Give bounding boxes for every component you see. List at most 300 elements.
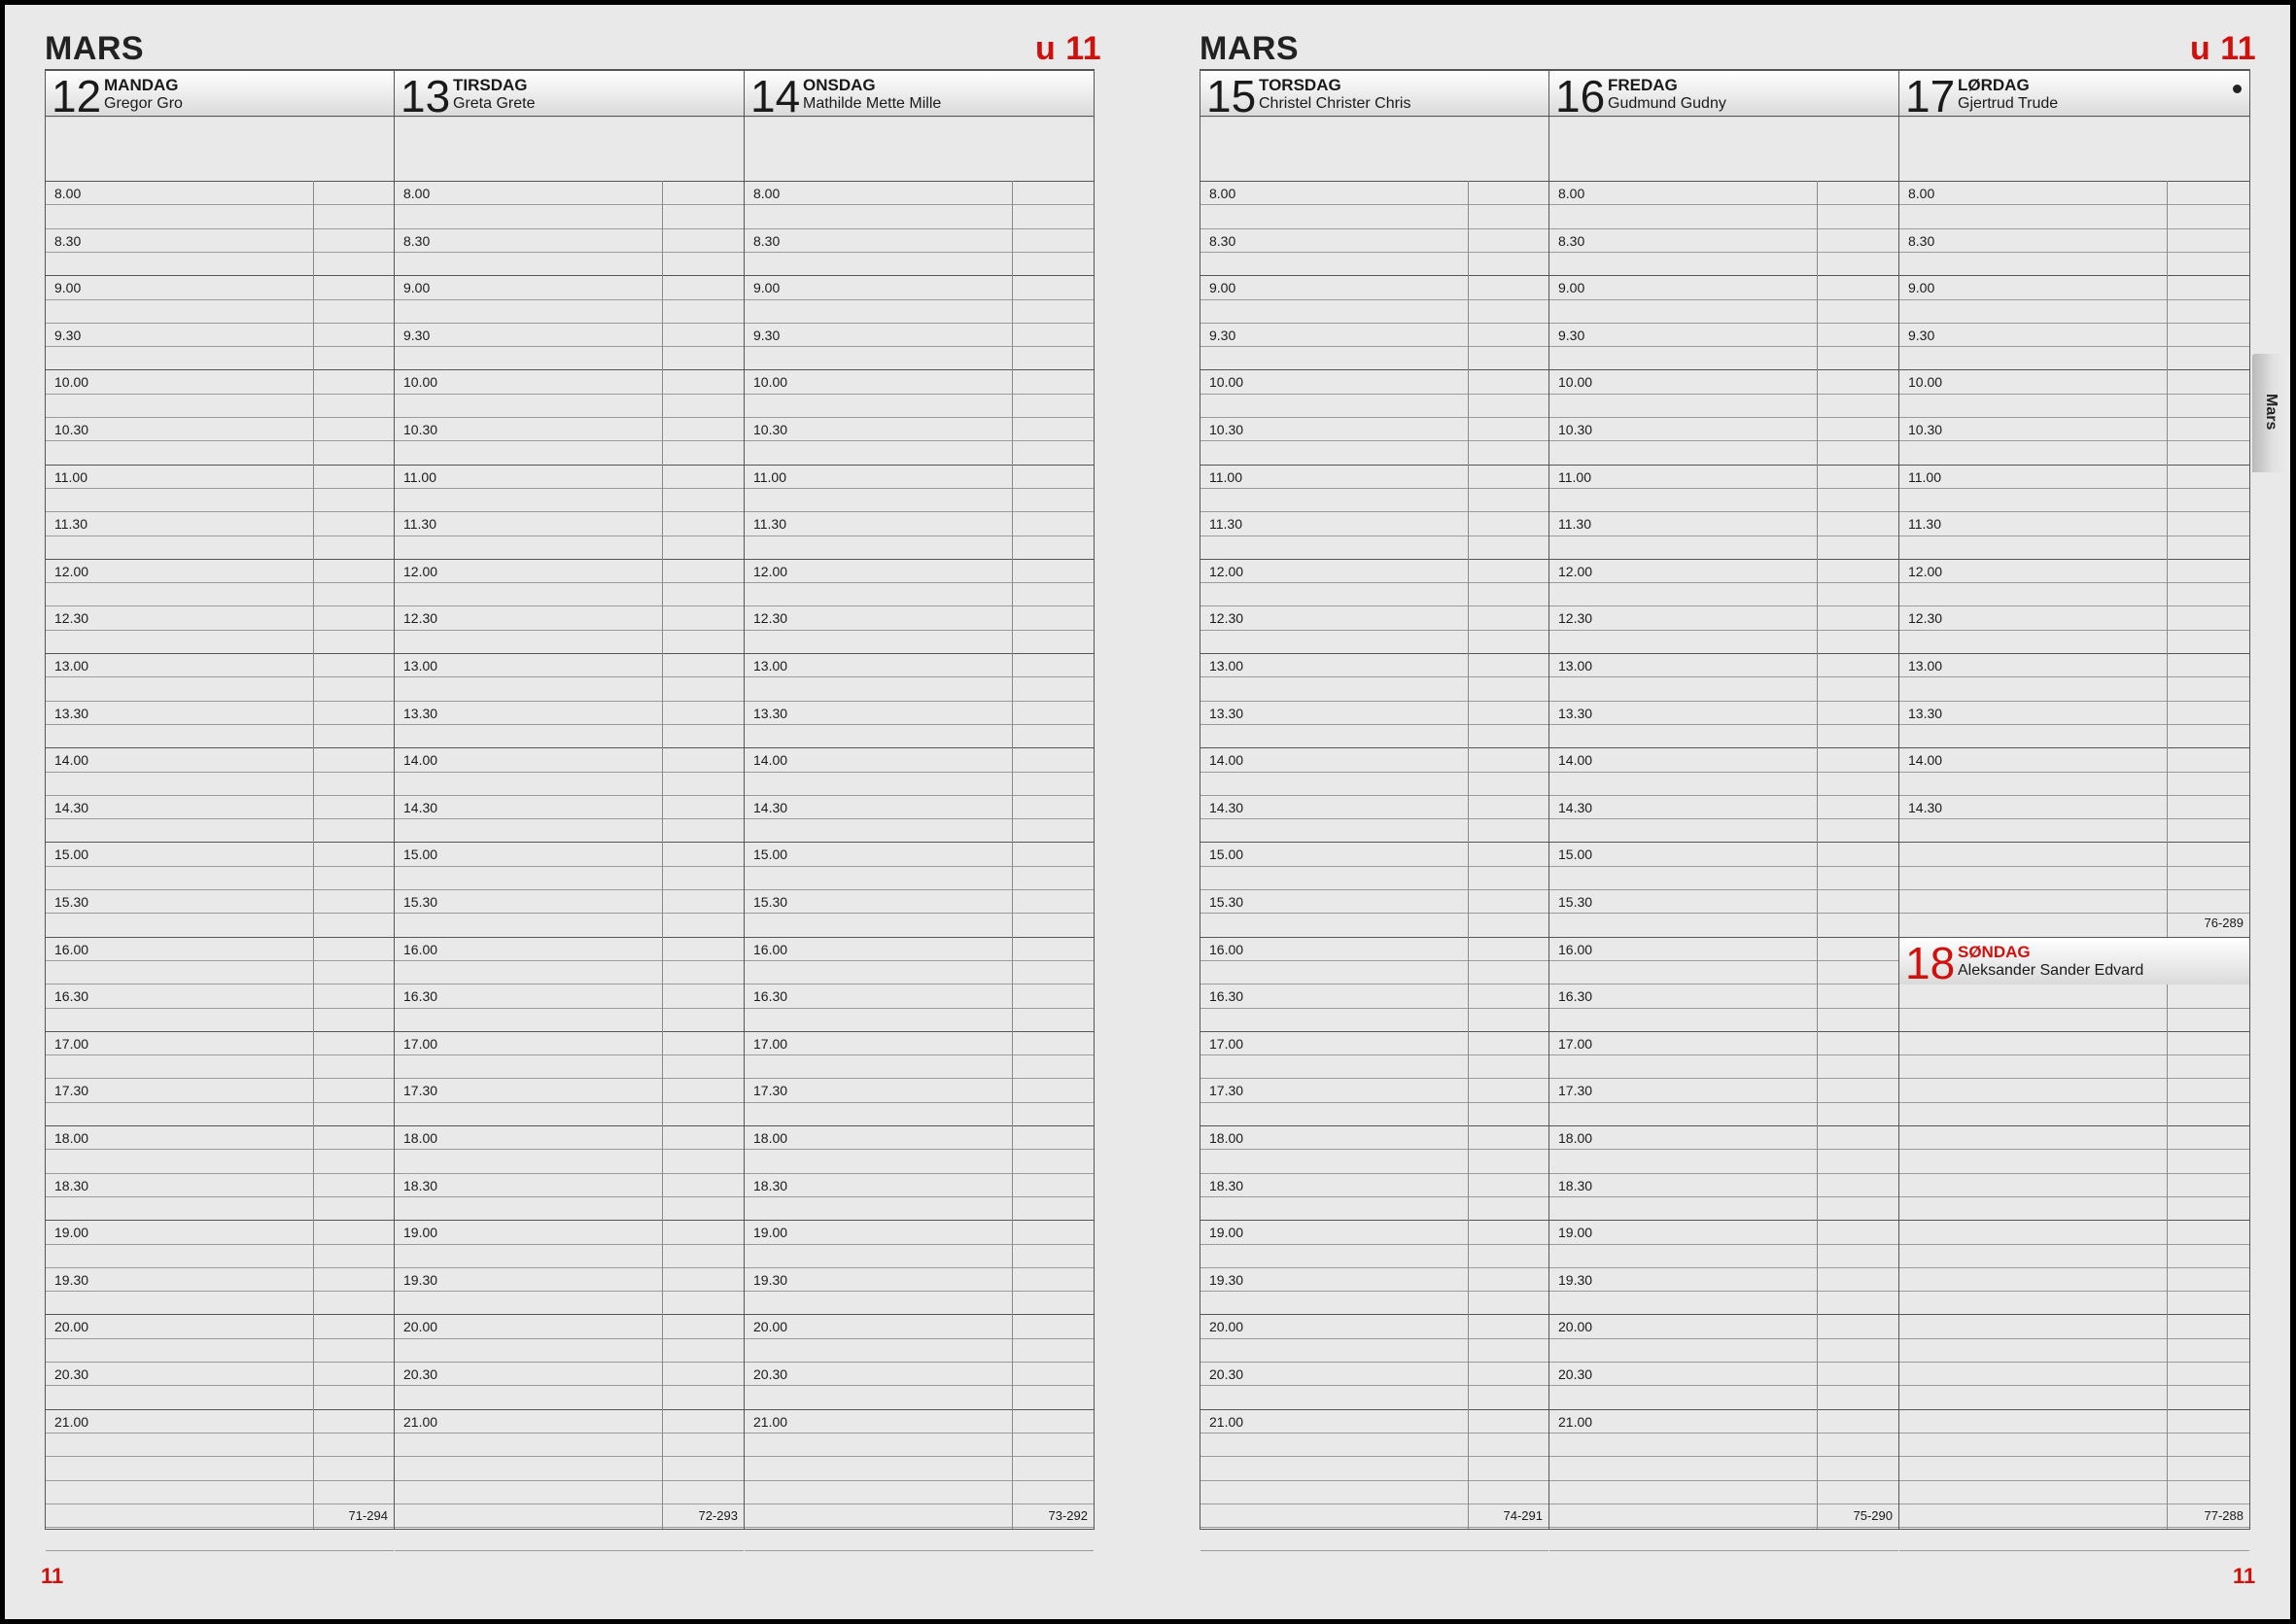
row-line	[745, 1244, 1094, 1245]
time-label: 16.30	[54, 988, 89, 1005]
row-line	[1549, 299, 1898, 300]
row-line	[1549, 204, 1898, 205]
row-line	[395, 747, 744, 748]
row-line	[46, 913, 394, 914]
row-line	[745, 1196, 1094, 1197]
time-label: 12.30	[403, 610, 438, 627]
page-number-left: 11	[41, 1564, 64, 1588]
row-line	[1899, 465, 2249, 466]
row-line	[46, 204, 394, 205]
row-line	[1899, 1102, 2249, 1103]
row-line	[745, 1480, 1094, 1481]
time-label: 14.00	[1558, 752, 1593, 769]
time-label: 20.00	[403, 1319, 438, 1335]
row-line	[745, 701, 1094, 702]
row-line	[1899, 275, 2249, 276]
time-label: 13.00	[403, 658, 438, 674]
row-line	[46, 1291, 394, 1292]
time-label: 16.00	[1558, 941, 1593, 957]
time-label: 18.30	[753, 1177, 788, 1193]
time-label: 16.30	[1558, 988, 1593, 1005]
row-line	[1899, 1433, 2249, 1434]
time-label: 8.30	[1908, 232, 1935, 249]
row-line	[395, 772, 744, 773]
row-line	[1549, 465, 1898, 466]
time-label: 8.30	[54, 232, 82, 249]
row-line	[745, 913, 1094, 914]
row-line	[46, 818, 394, 819]
time-label: 15.30	[403, 894, 438, 910]
time-label: 17.30	[753, 1083, 788, 1099]
row-line	[1200, 1314, 1548, 1315]
row-line	[1899, 394, 2249, 395]
day-name: MANDAG	[104, 76, 179, 94]
row-line	[745, 1338, 1094, 1339]
row-line	[745, 252, 1094, 253]
row-line	[1200, 204, 1548, 205]
row-line	[46, 1480, 394, 1481]
row-line	[1200, 1031, 1548, 1032]
row-line	[745, 818, 1094, 819]
row-line	[1549, 866, 1898, 867]
row-line	[745, 1433, 1094, 1434]
row-line	[1200, 1409, 1548, 1410]
header-divider	[745, 116, 1094, 117]
time-label: 10.30	[753, 422, 788, 437]
row-line	[1549, 1173, 1898, 1174]
column-divider	[2167, 181, 2168, 937]
row-line	[1549, 795, 1898, 796]
row-line	[395, 795, 744, 796]
time-label: 9.30	[403, 327, 431, 343]
time-label: 19.00	[403, 1225, 438, 1241]
row-line	[1899, 605, 2249, 606]
day-number: 16	[1555, 71, 1606, 121]
row-line	[1899, 701, 2249, 702]
time-label: 8.00	[54, 186, 82, 201]
row-line	[46, 1173, 394, 1174]
row-line	[1200, 1433, 1548, 1434]
row-line	[395, 181, 744, 182]
row-line	[395, 1102, 744, 1103]
row-line	[1549, 889, 1898, 890]
row-line	[745, 465, 1094, 466]
row-line	[1549, 1362, 1898, 1363]
row-line	[1200, 299, 1548, 300]
row-line	[745, 889, 1094, 890]
row-line	[46, 1456, 394, 1457]
row-line	[1899, 889, 2249, 890]
row-line	[1200, 1550, 1548, 1551]
row-line	[395, 1433, 744, 1434]
row-line	[745, 511, 1094, 512]
column-divider	[313, 181, 314, 1530]
row-line	[1899, 1362, 2249, 1363]
time-label: 19.00	[1209, 1225, 1244, 1241]
row-line	[745, 772, 1094, 773]
row-line	[1549, 747, 1898, 748]
day-column-16[interactable]	[1549, 69, 1899, 1530]
row-line	[1549, 1149, 1898, 1150]
row-line	[395, 559, 744, 560]
row-line	[395, 1456, 744, 1457]
row-line	[1200, 605, 1548, 606]
time-label: 8.00	[1908, 186, 1935, 201]
row-line	[1200, 1456, 1548, 1457]
time-label: 9.00	[1558, 280, 1585, 296]
column-divider	[1468, 181, 1469, 1530]
row-line	[1200, 252, 1548, 253]
row-line	[395, 440, 744, 441]
time-label: 14.30	[753, 799, 788, 815]
row-line	[745, 1503, 1094, 1504]
row-line	[1549, 1125, 1898, 1126]
row-line	[1200, 417, 1548, 418]
row-line	[1549, 1527, 1898, 1528]
row-line	[46, 724, 394, 725]
row-line	[1200, 1385, 1548, 1386]
time-label: 14.00	[753, 752, 788, 769]
day-of-year-code: 74-291	[1503, 1508, 1543, 1523]
time-label: 20.30	[753, 1366, 788, 1382]
row-line	[46, 299, 394, 300]
time-label: 14.00	[54, 752, 89, 769]
day-of-year-code: 77-288	[2204, 1508, 2244, 1523]
row-line	[46, 1078, 394, 1079]
month-index-tab-label: Mars	[2263, 394, 2279, 431]
row-line	[46, 465, 394, 466]
row-line	[1899, 1173, 2249, 1174]
row-line	[395, 724, 744, 725]
row-line	[1899, 1456, 2249, 1457]
row-line	[745, 795, 1094, 796]
day-of-year-code: 76-289	[2204, 915, 2244, 930]
time-label: 9.00	[54, 280, 82, 296]
row-line	[395, 913, 744, 914]
time-label: 18.00	[403, 1130, 438, 1146]
time-label: 17.30	[54, 1083, 89, 1099]
row-line	[1899, 630, 2249, 631]
row-line	[745, 440, 1094, 441]
time-label: 17.30	[1209, 1083, 1244, 1099]
row-line	[1899, 724, 2249, 725]
time-label: 15.00	[1558, 847, 1593, 863]
row-line	[1549, 1102, 1898, 1103]
row-line	[46, 1054, 394, 1055]
row-line	[1200, 1362, 1548, 1363]
time-label: 9.30	[1209, 327, 1236, 343]
day-header	[1200, 69, 1548, 121]
row-line	[745, 1314, 1094, 1315]
time-label: 16.30	[753, 988, 788, 1005]
row-line	[1200, 559, 1548, 560]
time-label: 13.00	[1558, 658, 1593, 674]
row-line	[1549, 842, 1898, 843]
row-line	[395, 1220, 744, 1221]
time-label: 18.30	[54, 1177, 89, 1193]
row-line	[745, 394, 1094, 395]
time-label: 8.00	[753, 186, 781, 201]
time-label: 19.30	[403, 1271, 438, 1288]
row-line	[745, 1008, 1094, 1009]
time-label: 10.00	[753, 374, 788, 391]
row-line	[46, 1409, 394, 1410]
day-column-13[interactable]	[395, 69, 745, 1530]
row-line	[1200, 369, 1548, 370]
row-line	[745, 1031, 1094, 1032]
time-label: 21.00	[403, 1413, 438, 1430]
row-line	[46, 1008, 394, 1009]
time-label: 15.00	[403, 847, 438, 863]
row-line	[1549, 772, 1898, 773]
row-line	[46, 1149, 394, 1150]
time-label: 10.30	[1908, 422, 1943, 437]
row-line	[395, 1503, 744, 1504]
row-line	[1549, 228, 1898, 229]
time-label: 18.00	[54, 1130, 89, 1146]
row-line	[395, 582, 744, 583]
row-line	[1549, 724, 1898, 725]
row-line	[46, 1102, 394, 1103]
row-line	[1200, 1291, 1548, 1292]
time-label: 14.30	[1558, 799, 1593, 815]
row-line	[395, 676, 744, 677]
planner-spread	[5, 5, 2290, 1619]
row-line	[1200, 913, 1548, 914]
row-line	[1200, 1196, 1548, 1197]
row-line	[745, 960, 1094, 961]
row-line	[745, 1291, 1094, 1292]
row-line	[1549, 417, 1898, 418]
row-line	[1899, 440, 2249, 441]
row-line	[395, 346, 744, 347]
row-line	[1899, 866, 2249, 867]
column-divider	[1817, 181, 1818, 1530]
row-line	[46, 1362, 394, 1363]
time-label: 13.30	[403, 705, 438, 721]
row-line	[1200, 1149, 1548, 1150]
row-line	[46, 653, 394, 654]
row-line	[1549, 346, 1898, 347]
day-header	[745, 69, 1094, 121]
row-line	[1549, 605, 1898, 606]
row-line	[745, 676, 1094, 677]
row-line	[745, 181, 1094, 182]
time-label: 18.30	[403, 1177, 438, 1193]
row-line	[1200, 346, 1548, 347]
row-line	[46, 346, 394, 347]
time-label: 10.00	[1908, 374, 1943, 391]
row-line	[1549, 1196, 1898, 1197]
header-divider	[1200, 116, 1548, 117]
time-label: 17.30	[1558, 1083, 1593, 1099]
row-line	[1200, 984, 1548, 985]
row-line	[1200, 1173, 1548, 1174]
time-label: 16.30	[403, 988, 438, 1005]
row-line	[1549, 1267, 1898, 1268]
row-line	[46, 1338, 394, 1339]
time-label: 8.00	[403, 186, 431, 201]
time-label: 15.00	[1209, 847, 1244, 863]
header-divider	[1899, 116, 2249, 117]
time-label: 9.00	[403, 280, 431, 296]
day-header	[395, 69, 744, 121]
row-line	[1899, 1267, 2249, 1268]
row-line	[1200, 630, 1548, 631]
row-line	[745, 559, 1094, 560]
row-line	[395, 1362, 744, 1363]
row-line	[1200, 488, 1548, 489]
day-name: ONSDAG	[803, 76, 876, 94]
row-line	[395, 984, 744, 985]
row-line	[46, 984, 394, 985]
row-line	[1899, 559, 2249, 560]
row-line	[46, 488, 394, 489]
row-line	[46, 275, 394, 276]
row-line	[1200, 866, 1548, 867]
row-line	[46, 630, 394, 631]
row-line	[46, 440, 394, 441]
time-label: 9.30	[54, 327, 82, 343]
row-line	[46, 676, 394, 677]
row-line	[395, 1314, 744, 1315]
time-label: 8.30	[1558, 232, 1585, 249]
column-divider	[662, 181, 663, 1530]
row-line	[745, 937, 1094, 938]
time-label: 9.30	[1558, 327, 1585, 343]
row-line	[395, 465, 744, 466]
time-label: 9.00	[1209, 280, 1236, 296]
row-line	[1899, 582, 2249, 583]
row-line	[395, 653, 744, 654]
time-label: 12.00	[403, 563, 438, 579]
time-label: 18.00	[753, 1130, 788, 1146]
row-line	[1200, 582, 1548, 583]
row-line	[46, 1244, 394, 1245]
day-column-12[interactable]	[45, 69, 395, 1530]
row-line	[1200, 1244, 1548, 1245]
time-label: 18.00	[1558, 1130, 1593, 1146]
row-line	[395, 204, 744, 205]
row-line	[1200, 1480, 1548, 1481]
row-line	[1200, 795, 1548, 796]
row-line	[46, 747, 394, 748]
row-line	[395, 889, 744, 890]
row-line	[395, 511, 744, 512]
row-line	[1899, 323, 2249, 324]
row-line	[395, 630, 744, 631]
row-line	[46, 417, 394, 418]
row-line	[1549, 440, 1898, 441]
row-line	[745, 204, 1094, 205]
row-line	[46, 1220, 394, 1221]
time-label: 9.30	[1908, 327, 1935, 343]
row-line	[1549, 701, 1898, 702]
time-label: 11.30	[54, 516, 87, 533]
row-line	[745, 653, 1094, 654]
time-label: 13.30	[1209, 705, 1244, 721]
row-line	[1549, 676, 1898, 677]
row-line	[1549, 488, 1898, 489]
column-divider	[2167, 984, 2168, 1530]
row-line	[46, 1314, 394, 1315]
row-line	[395, 1196, 744, 1197]
day-column-17[interactable]	[1899, 69, 2250, 1530]
column-bottom	[1549, 1529, 1898, 1530]
row-line	[1200, 1102, 1548, 1103]
row-line	[1899, 842, 2249, 843]
time-label: 10.30	[1209, 422, 1244, 437]
time-label: 14.00	[403, 752, 438, 769]
row-line	[1899, 417, 2249, 418]
row-line	[1899, 818, 2249, 819]
time-label: 11.00	[753, 468, 786, 485]
row-line	[745, 417, 1094, 418]
row-line	[1549, 252, 1898, 253]
time-label: 8.00	[1558, 186, 1585, 201]
time-label: 17.00	[403, 1035, 438, 1052]
row-line	[46, 1433, 394, 1434]
name-day-names: Mathilde Mette Mille	[803, 95, 942, 112]
row-line	[1200, 1078, 1548, 1079]
row-line	[395, 1409, 744, 1410]
row-line	[1549, 1078, 1898, 1079]
time-label: 12.30	[1558, 610, 1593, 627]
time-label: 21.00	[1209, 1413, 1244, 1430]
row-line	[1200, 653, 1548, 654]
row-line	[1549, 1338, 1898, 1339]
row-line	[46, 369, 394, 370]
row-line	[745, 1385, 1094, 1386]
row-line	[395, 1527, 744, 1528]
day-column-14[interactable]	[745, 69, 1095, 1530]
time-label: 8.30	[403, 232, 431, 249]
row-line	[745, 369, 1094, 370]
row-line	[1549, 181, 1898, 182]
row-line	[745, 1149, 1094, 1150]
row-line	[1200, 1338, 1548, 1339]
row-line	[1549, 323, 1898, 324]
row-line	[1200, 181, 1548, 182]
row-line	[46, 1503, 394, 1504]
day-column-15[interactable]	[1200, 69, 1549, 1530]
row-line	[745, 1550, 1094, 1551]
time-label: 19.30	[1209, 1271, 1244, 1288]
time-label: 15.00	[753, 847, 788, 863]
row-line	[1549, 1314, 1898, 1315]
time-label: 17.30	[403, 1083, 438, 1099]
row-line	[1549, 582, 1898, 583]
time-label: 11.00	[1908, 468, 1941, 485]
row-line	[46, 795, 394, 796]
row-line	[1899, 1338, 2249, 1339]
time-label: 13.00	[1908, 658, 1943, 674]
time-label: 8.30	[753, 232, 781, 249]
row-line	[46, 1527, 394, 1528]
row-line	[1200, 960, 1548, 961]
time-label: 12.30	[753, 610, 788, 627]
row-line	[1200, 1503, 1548, 1504]
header-divider	[1549, 116, 1898, 117]
row-line	[745, 1054, 1094, 1055]
day-header	[1899, 69, 2249, 121]
time-label: 11.00	[403, 468, 436, 485]
row-line	[46, 181, 394, 182]
column-bottom	[745, 1529, 1094, 1530]
row-line	[395, 960, 744, 961]
row-line	[1899, 1220, 2249, 1221]
time-label: 19.00	[54, 1225, 89, 1241]
